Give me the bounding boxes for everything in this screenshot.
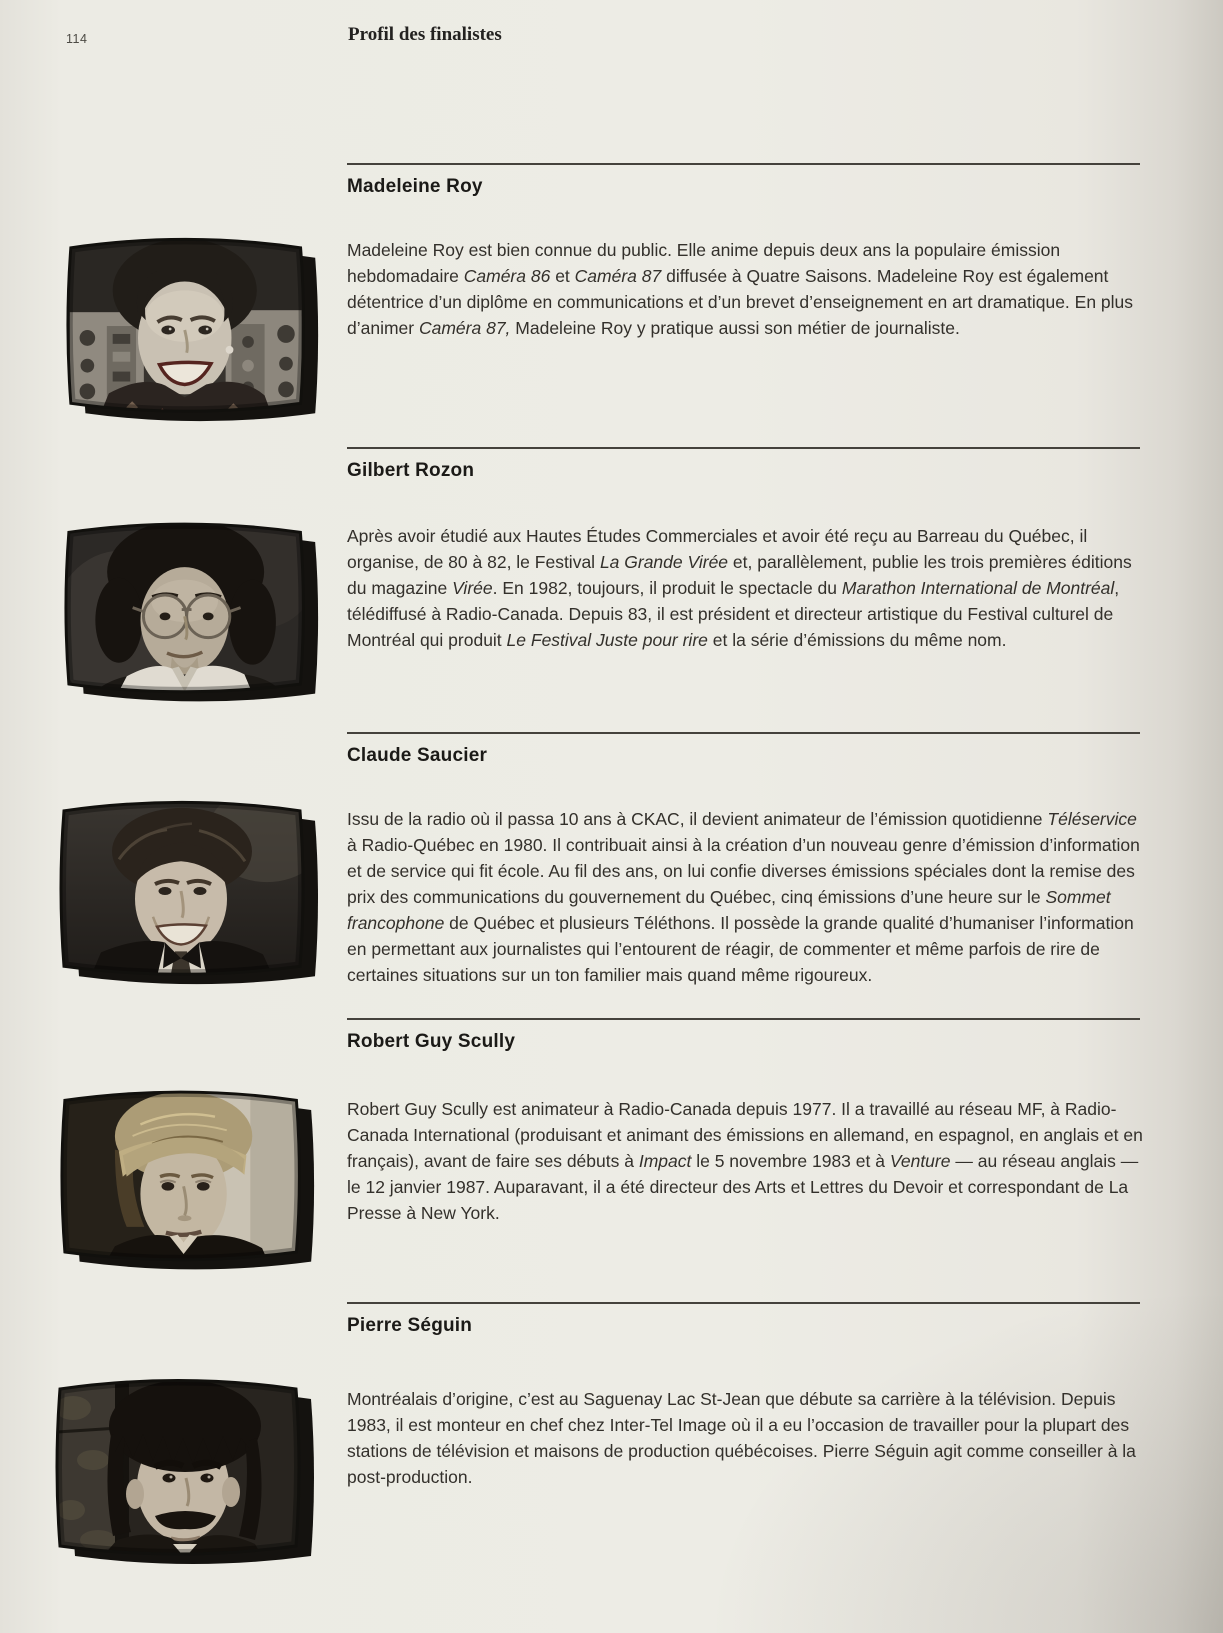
profile-name: Robert Guy Scully <box>347 1031 516 1052</box>
bio-text: diffusée à Quatre Saisons. Madeleine Roy est également détentrice d’un diplôme en communications et d’un brevet d’enseignement en art dramatique. En plus d’animer <box>347 266 1134 338</box>
bio-italic-title: Caméra 86 <box>463 266 551 286</box>
portrait-photo-seguin <box>53 1368 319 1576</box>
bio-text: — au réseau anglais — le 12 janvier 1987. Auparavant, il a été directeur des Arts et Lettres du Devoir et correspondant de La Presse à New York. <box>347 1151 1139 1223</box>
bio-text: Montréalais d’origine, c’est au Saguenay Lac St-Jean que débute sa carrière à la télévision. Depuis 1983, il est monteur en chef chez Inter-Tel Image où il a eu l’occasion de travailler pour la plupart des stations de télévision et maisons de production québécoises. Pierre Séguin agit comme conseiller à la post-production. <box>347 1389 1136 1487</box>
bio-italic-title: Marathon International de Montréal <box>841 578 1115 598</box>
bio-text: Après avoir étudié aux Hautes Études Commerciales et avoir été reçu au Barreau du Québec, il organise, de 80 à 82, le Festival <box>347 526 1088 572</box>
page-number: 114 <box>66 32 88 46</box>
bio-italic-title: Virée <box>452 578 493 598</box>
profile-bio <box>347 237 1143 341</box>
tv-screen-portrait-icon <box>62 512 323 713</box>
profile-bio <box>347 523 1143 653</box>
bio-italic-title: Le Festival Juste pour rire <box>506 630 708 650</box>
profile-name: Claude Saucier <box>347 745 488 766</box>
page-title: Profil des finalistes <box>348 24 502 45</box>
bio-italic-title: Caméra 87 <box>574 266 662 286</box>
section-divider <box>347 1018 1140 1020</box>
bio-text: Madeleine Roy est bien connue du public. Elle anime depuis deux ans la populaire émission hebdomadaire <box>347 240 1061 286</box>
section-divider <box>347 447 1140 449</box>
bio-italic-title: Venture <box>889 1151 951 1171</box>
bio-text: Madeleine Roy y pratique aussi son métier de journaliste. <box>510 318 960 338</box>
bio-text: , télédiffusé à Radio-Canada. Depuis 83, il est président et directeur artistique du Festival culturel de Montréal qui produit <box>347 578 1120 650</box>
bio-text: à Radio-Québec en 1980. Il contribuait ainsi à la création d’un nouveau genre d’émission d’information et de service qui fit école. Au fil des ans, on lui confie diverses émissions spéciales dont la remise des prix des communications du gouvernement du Québec, cinq émissions d’une heure sur le <box>347 835 1140 907</box>
profile-name: Pierre Séguin <box>347 1315 473 1336</box>
bio-italic-title: La Grande Virée <box>599 552 729 572</box>
section-divider <box>347 163 1140 165</box>
tv-screen-portrait-icon <box>57 790 323 996</box>
bio-text: et <box>550 266 575 286</box>
bio-text: de Québec et plusieurs Téléthons. Il possède la grande qualité d’humaniser l’information en permettant aux journalistes qui l’entourent de réagir, de commenter et même parfois de rire de certaines situations sur un ton familier mais quand même rigoureux. <box>347 913 1134 985</box>
tv-screen-portrait-icon <box>53 1368 319 1576</box>
bio-italic-title: Téléservice <box>1047 809 1137 829</box>
bio-text: le 5 novembre 1983 et à <box>691 1151 890 1171</box>
bio-text: . En 1982, toujours, il produit le spectacle du <box>492 578 842 598</box>
bio-text: et, parallèlement, publie les trois premières éditions du magazine <box>347 552 1132 598</box>
portrait-photo-roy <box>64 227 323 433</box>
profile-bio <box>347 1386 1143 1490</box>
profile-name: Gilbert Rozon <box>347 460 475 481</box>
bio-text: Issu de la radio où il passa 10 ans à CKAC, il devient animateur de l’émission quotidienne <box>347 809 1048 829</box>
bio-text: Robert Guy Scully est animateur à Radio-Canada depuis 1977. Il a travaillé au réseau MF, à Radio-Canada International (produisant et animant des émissions en allemand, en espagnol, en anglais et en français), avant de faire ses débuts à <box>347 1099 1143 1171</box>
portrait-photo-rozon <box>62 512 323 713</box>
profile-name: Madeleine Roy <box>347 176 483 197</box>
bio-italic-title: Sommet francophone <box>347 887 1111 933</box>
tv-screen-portrait-icon <box>58 1080 319 1281</box>
portrait-photo-saucier <box>57 790 323 996</box>
portrait-photo-scully <box>58 1080 319 1281</box>
profile-bio <box>347 1096 1143 1226</box>
bio-italic-title: Caméra 87, <box>418 318 511 338</box>
section-divider <box>347 732 1140 734</box>
section-divider <box>347 1302 1140 1304</box>
profile-bio <box>347 806 1143 988</box>
bio-italic-title: Impact <box>638 1151 692 1171</box>
bio-text: et la série d’émissions du même nom. <box>707 630 1007 650</box>
tv-screen-portrait-icon <box>64 227 323 433</box>
